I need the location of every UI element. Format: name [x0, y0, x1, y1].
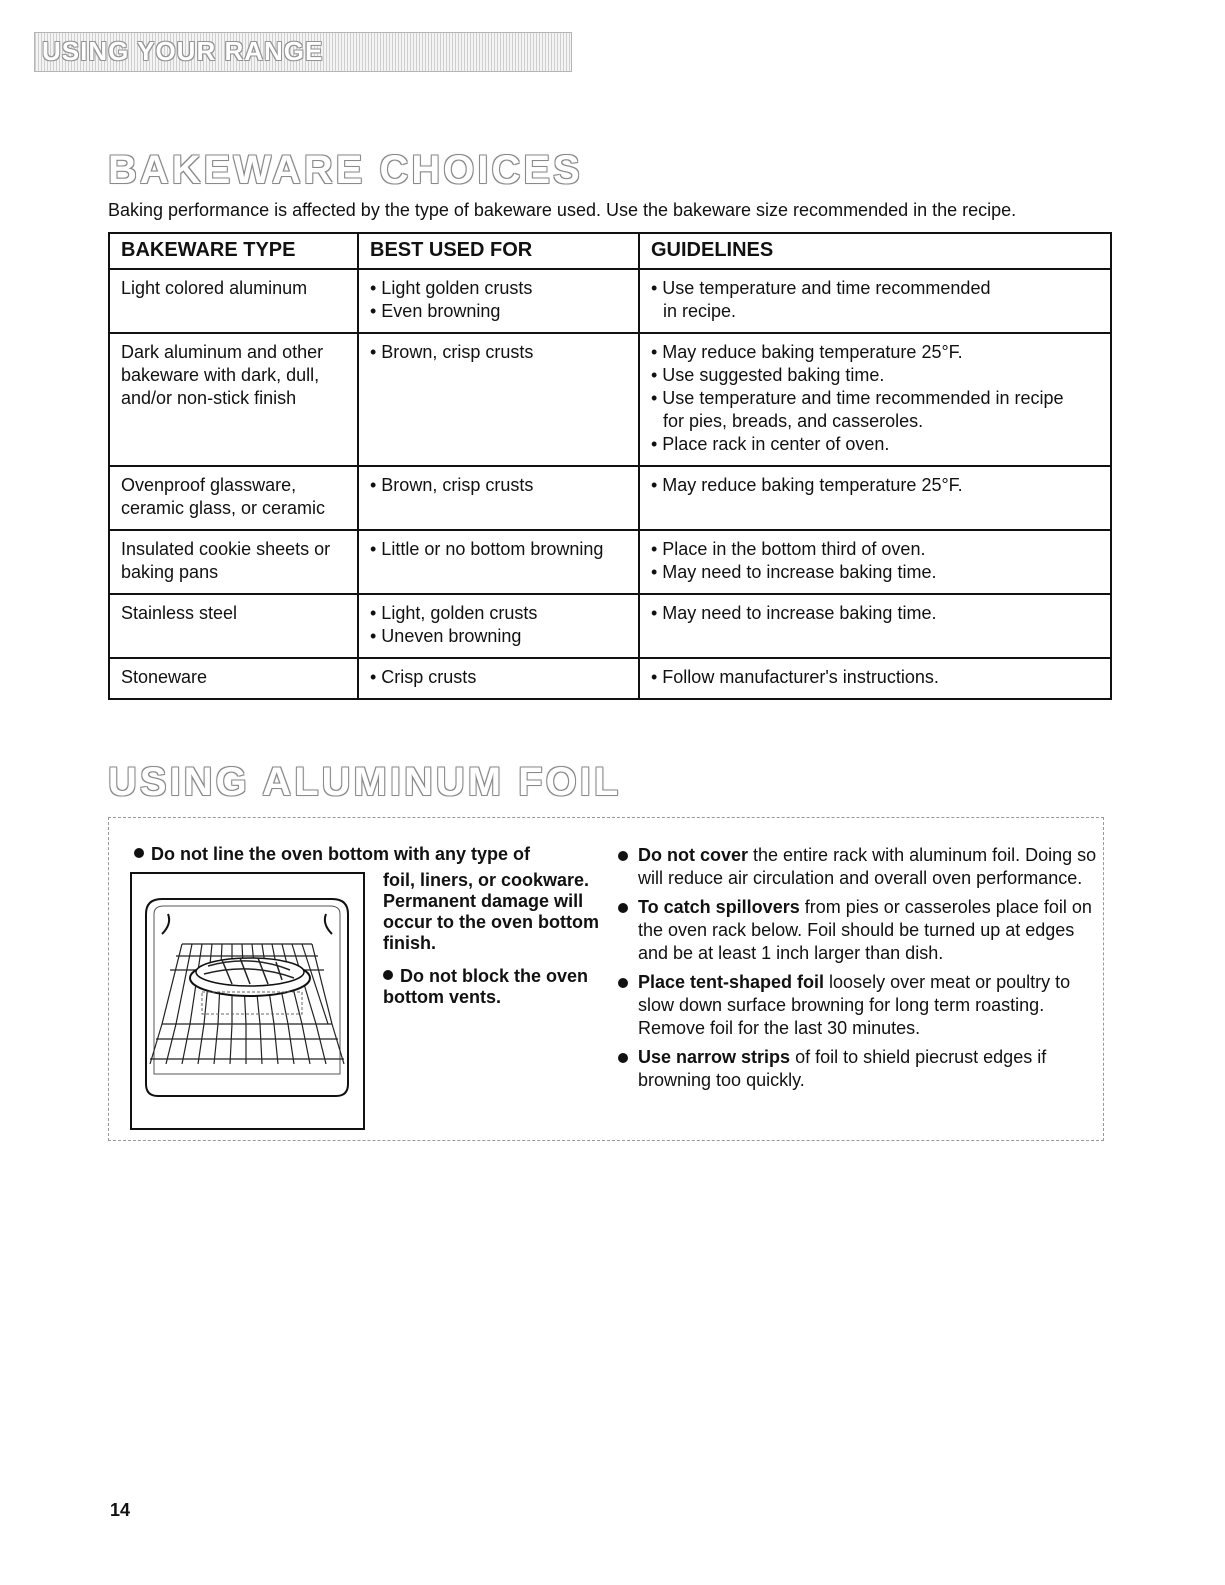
best-used-for-cell: [358, 269, 639, 333]
foil-tip-bold: Place tent-shaped foil: [638, 972, 825, 992]
bakeware-type-cell: [109, 594, 358, 658]
bullet-icon: [134, 848, 144, 858]
cell-line: ceramic glass, or ceramic: [121, 498, 326, 518]
foil-warning-lead-text: Do not line the oven bottom with any type of: [151, 844, 530, 864]
foil-warning-lead: [134, 844, 530, 865]
oven-illustration: [130, 872, 365, 1130]
bakeware-choices-heading: BAKEWARE CHOICES: [108, 148, 583, 192]
guidelines-cell: [639, 466, 1111, 530]
cell-line: Insulated cookie sheets or: [121, 539, 331, 559]
cell-line: • Even browning: [370, 301, 501, 321]
guidelines-cell: [639, 333, 1111, 466]
cell-line: • Place in the bottom third of oven.: [651, 539, 926, 559]
foil-tip-text: of foil to shield piecrust edges if browning too quickly.: [638, 1047, 1047, 1090]
cell-line: • Place rack in center of oven.: [651, 434, 890, 454]
best-used-for-cell: [358, 466, 639, 530]
foil-warning-continued: foil, liners, or cookware. Permanent damage will occur to the oven bottom finish.: [383, 870, 599, 953]
foil-tip-text: from pies or casseroles place foil on the oven rack below. Foil should be turned up at edges and be at least 1 inch larger than dish.: [638, 897, 1092, 963]
foil-warning-block: [383, 870, 608, 1008]
cell-line: baking pans: [121, 562, 219, 582]
bakeware-intro: Baking performance is affected by the type of bakeware used. Use the bakeware size recommended in the recipe.: [108, 200, 1017, 220]
oven-rack-icon: [132, 874, 363, 1128]
table-row: [109, 658, 1111, 699]
foil-tip-bold: To catch spillovers: [638, 897, 800, 917]
foil-tip-item: [618, 971, 1098, 1040]
cell-line: • May reduce baking temperature 25°F.: [651, 475, 963, 495]
cell-line: • Light golden crusts: [370, 278, 533, 298]
cell-line: • Use temperature and time recommended: [651, 278, 991, 298]
table-header-row: [109, 233, 1111, 269]
table-row: [109, 333, 1111, 466]
cell-line: in recipe.: [663, 301, 737, 321]
cell-line: • Brown, crisp crusts: [370, 342, 534, 362]
guidelines-cell: [639, 530, 1111, 594]
bullet-icon: [618, 978, 628, 988]
foil-tip-text: loosely over meat or poultry to slow down surface browning for long term roasting. Remove foil for the last 30 minutes.: [638, 972, 1071, 1038]
bakeware-type-cell: [109, 269, 358, 333]
best-used-for-cell: [358, 594, 639, 658]
bullet-icon: [618, 903, 628, 913]
bakeware-type-cell: [109, 658, 358, 699]
best-used-for-cell: [358, 333, 639, 466]
cell-line: Stoneware: [121, 667, 208, 687]
foil-tip-item: [618, 844, 1098, 890]
foil-tips-list: [618, 844, 1098, 1098]
bakeware-type-cell: [109, 333, 358, 466]
page-number: 14: [110, 1500, 131, 1520]
cell-line: and/or non-stick finish: [121, 388, 297, 408]
table-row: [109, 269, 1111, 333]
foil-tip-bold: Do not cover: [638, 845, 749, 865]
cell-line: • May need to increase baking time.: [651, 603, 937, 623]
bullet-icon: [383, 970, 393, 980]
foil-tip-bold: Use narrow strips: [638, 1047, 791, 1067]
cell-line: Light colored aluminum: [121, 278, 308, 298]
guidelines-cell: [639, 269, 1111, 333]
cell-line: • Crisp crusts: [370, 667, 477, 687]
bakeware-type-cell: [109, 466, 358, 530]
cell-line: • Brown, crisp crusts: [370, 475, 534, 495]
bullet-icon: [618, 851, 628, 861]
cell-line: • May reduce baking temperature 25°F.: [651, 342, 963, 362]
cell-line: • Little or no bottom browning: [370, 539, 604, 559]
table-row: [109, 530, 1111, 594]
best-used-for-cell: [358, 530, 639, 594]
column-header: GUIDELINES: [639, 233, 1111, 269]
cell-line: • Light, golden crusts: [370, 603, 538, 623]
column-header: BAKEWARE TYPE: [109, 233, 358, 269]
cell-line: • Uneven browning: [370, 626, 522, 646]
cell-line: • Use temperature and time recommended in recipe: [651, 388, 1064, 408]
cell-line: • Use suggested baking time.: [651, 365, 885, 385]
foil-tip-item: [618, 896, 1098, 965]
foil-tip-item: [618, 1046, 1098, 1092]
guidelines-cell: [639, 594, 1111, 658]
table-row: [109, 594, 1111, 658]
using-aluminum-foil-heading: USING ALUMINUM FOIL: [108, 760, 622, 804]
foil-vent-warning: [383, 966, 608, 1008]
cell-line: • May need to increase baking time.: [651, 562, 937, 582]
cell-line: bakeware with dark, dull,: [121, 365, 320, 385]
foil-vent-warning-text: Do not block the oven bottom vents.: [383, 966, 589, 1007]
bullet-icon: [618, 1053, 628, 1063]
cell-line: for pies, breads, and casseroles.: [663, 411, 924, 431]
foil-tip-text: the entire rack with aluminum foil. Doing so will reduce air circulation and overall oven performance.: [638, 845, 1097, 888]
best-used-for-cell: [358, 658, 639, 699]
cell-line: • Follow manufacturer's instructions.: [651, 667, 939, 687]
bakeware-type-cell: [109, 530, 358, 594]
bakeware-table: [108, 232, 1112, 700]
guidelines-cell: [639, 658, 1111, 699]
cell-line: Stainless steel: [121, 603, 238, 623]
header-banner-text: USING YOUR RANGE: [42, 36, 324, 66]
cell-line: Ovenproof glassware,: [121, 475, 297, 495]
table-row: [109, 466, 1111, 530]
cell-line: Dark aluminum and other: [121, 342, 324, 362]
column-header: BEST USED FOR: [358, 233, 639, 269]
